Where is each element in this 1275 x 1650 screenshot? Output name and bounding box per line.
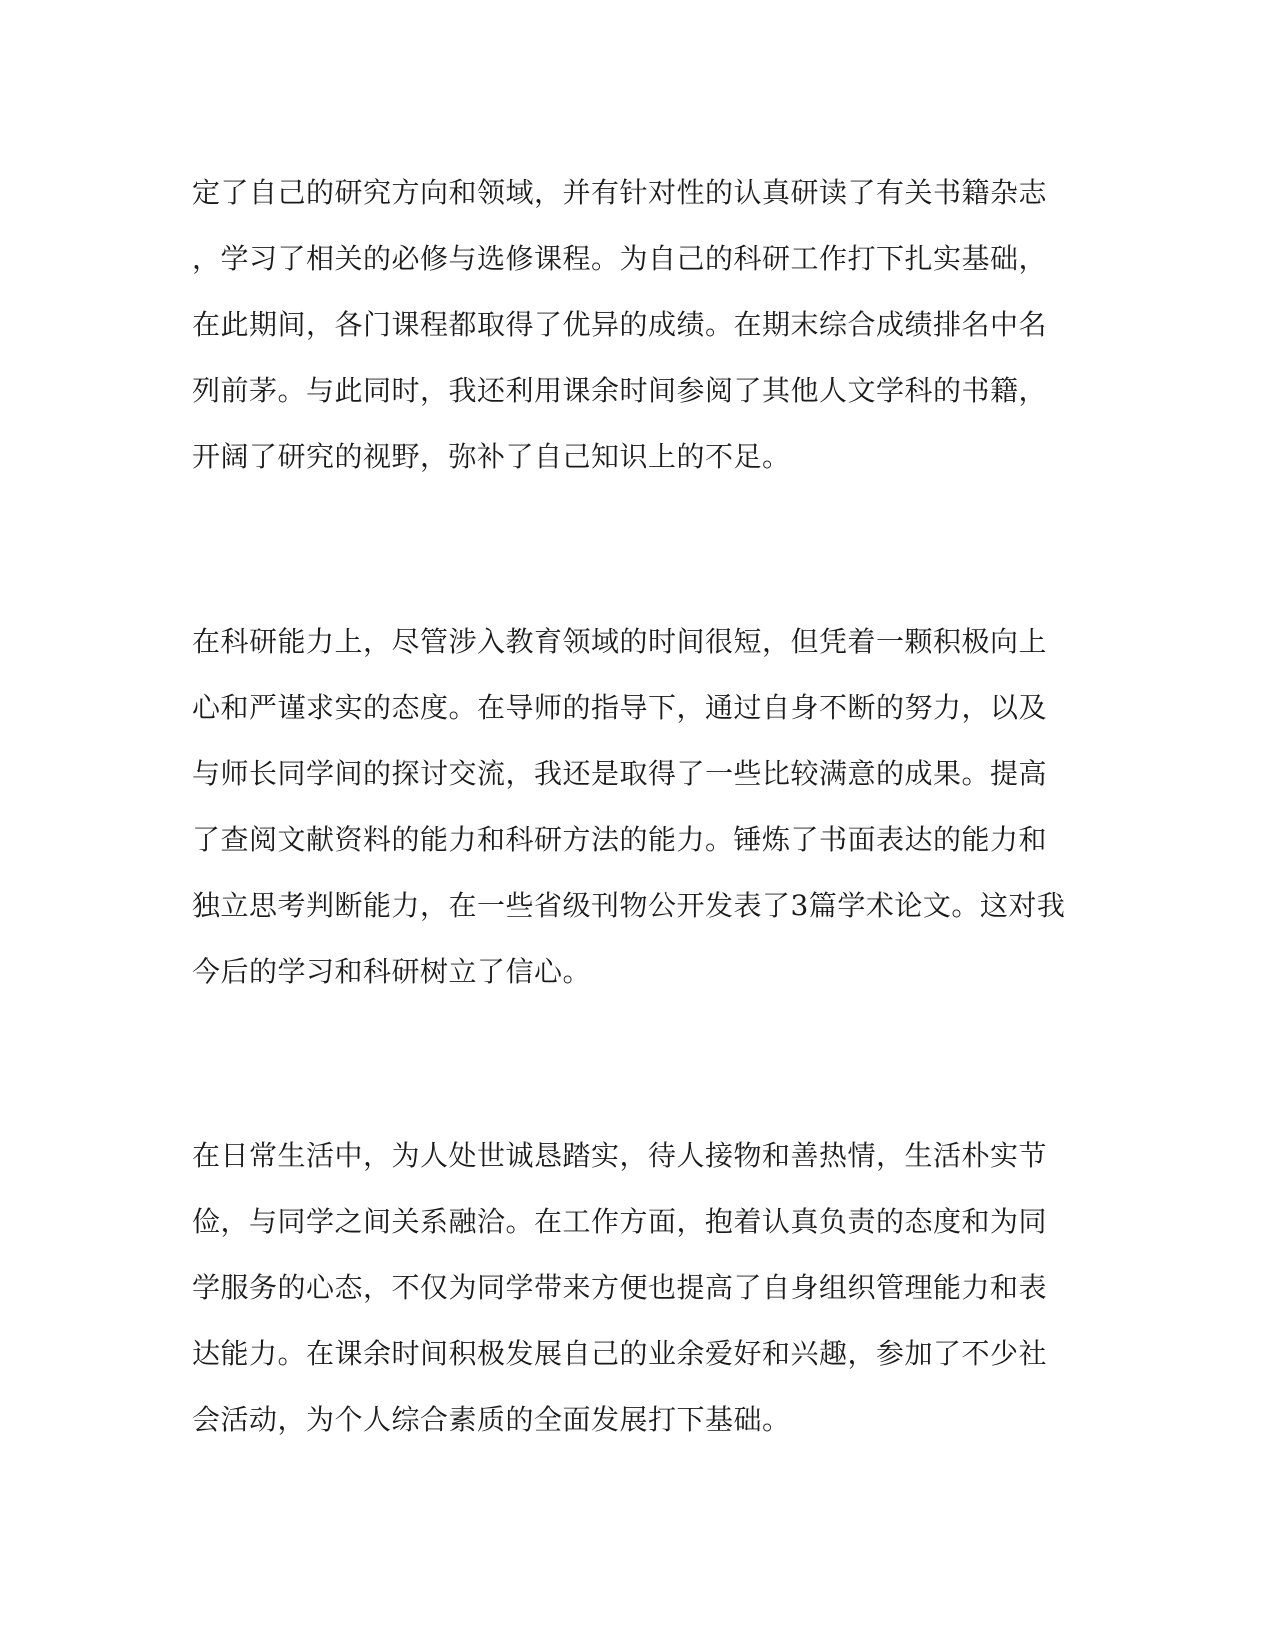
text-line: 在科研能力上，尽管涉入教育领域的时间很短，但凭着一颗积极向上 <box>192 625 1048 658</box>
text-line: 今后的学习和科研树立了信心。 <box>192 955 592 988</box>
text-line: 学服务的心态，不仅为同学带来方便也提高了自身组织管理能力和表 <box>192 1271 1048 1304</box>
text-line: 定了自己的研究方向和领域，并有针对性的认真研读了有关书籍杂志 <box>192 176 1048 209</box>
text-line: ，学习了相关的必修与选修课程。为自己的科研工作打下扎实基础， <box>192 242 1048 275</box>
text-line: 开阔了研究的视野，弥补了自己知识上的不足。 <box>192 440 791 473</box>
text-line: 俭，与同学之间关系融洽。在工作方面，抱着认真负责的态度和为同 <box>192 1205 1048 1238</box>
text-line: 会活动，为个人综合素质的全面发展打下基础。 <box>192 1403 791 1436</box>
paragraph-research <box>192 609 1065 1005</box>
text-line: 了查阅文献资料的能力和科研方法的能力。锤炼了书面表达的能力和 <box>192 823 1048 856</box>
text-line: 独立思考判断能力，在一些省级刊物公开发表了3篇学术论文。这对我 <box>192 889 1066 922</box>
paragraph-study <box>192 160 1047 490</box>
text-line: 心和严谨求实的态度。在导师的指导下，通过自身不断的努力，以及 <box>192 691 1048 724</box>
text-line: 达能力。在课余时间积极发展自己的业余爱好和兴趣，参加了不少社 <box>192 1337 1048 1370</box>
paragraph-daily-life <box>192 1123 1047 1453</box>
text-line: 列前茅。与此同时，我还利用课余时间参阅了其他人文学科的书籍， <box>192 374 1048 407</box>
text-line: 在此期间，各门课程都取得了优异的成绩。在期末综合成绩排名中名 <box>192 308 1048 341</box>
text-line: 在日常生活中，为人处世诚恳踏实，待人接物和善热情，生活朴实节 <box>192 1139 1048 1172</box>
text-line: 与师长同学间的探讨交流，我还是取得了一些比较满意的成果。提高 <box>192 757 1048 790</box>
